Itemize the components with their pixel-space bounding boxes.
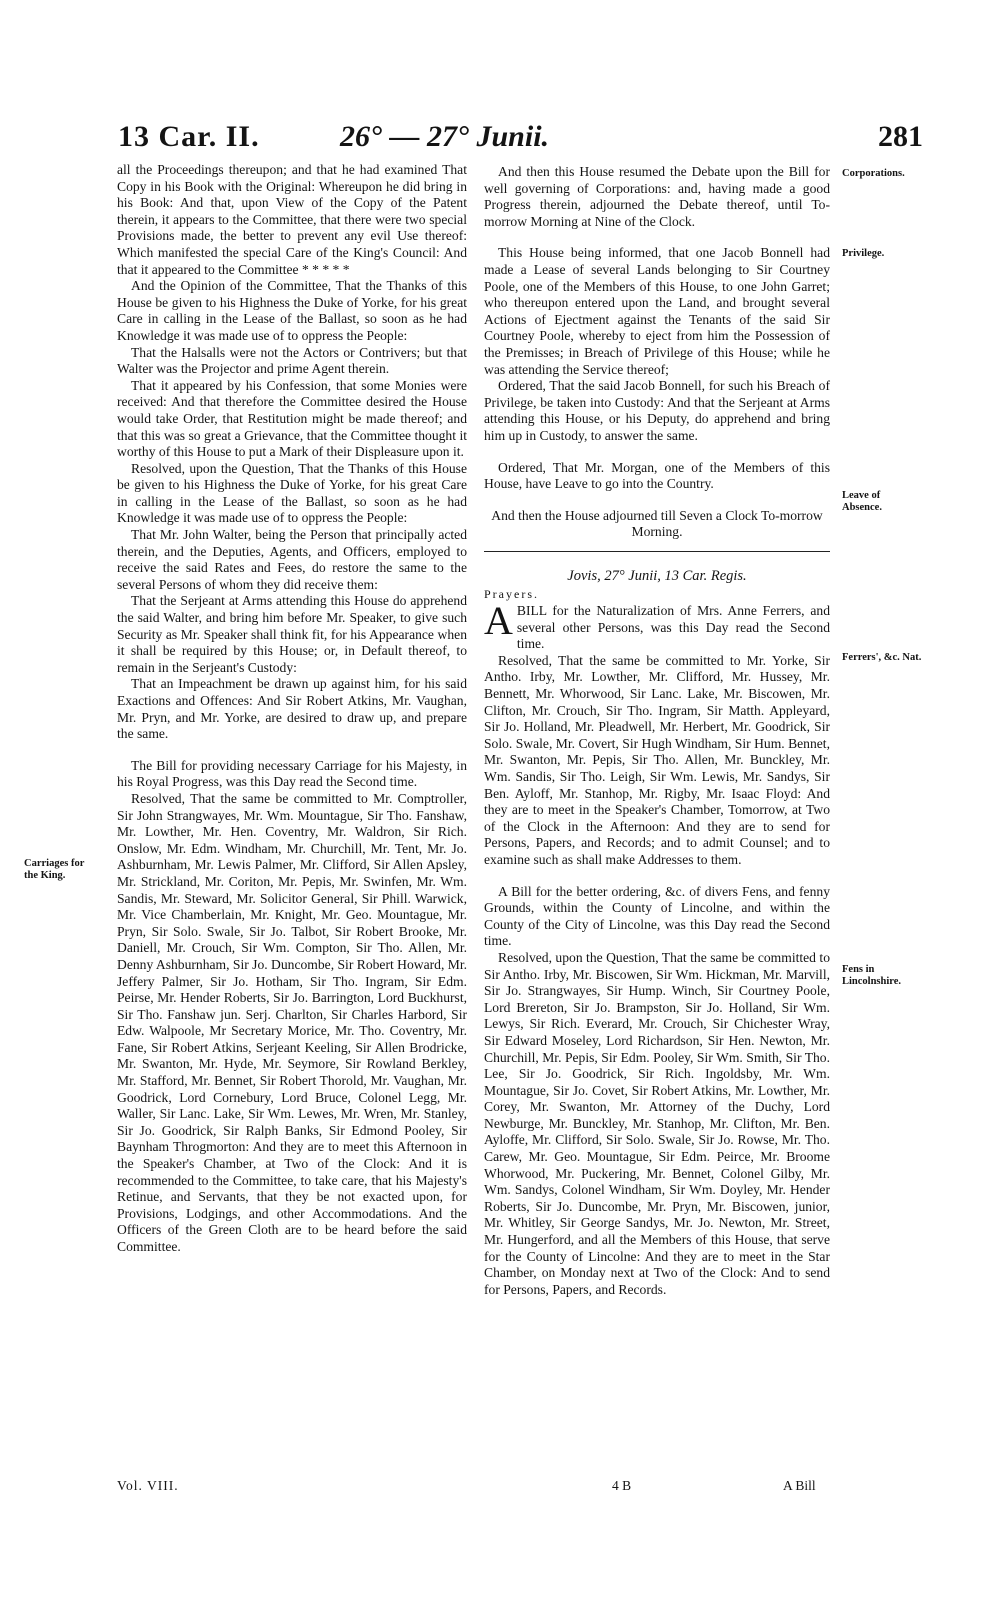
paragraph: That Mr. John Walter, being the Person that principally acted therein, and the Deputies, Agents, and Officers, employed to receive the said Rates and Fees, do restore the same to the several Persons of whom they did receive them: xyxy=(117,527,467,592)
paragraph: Resolved, That the same be committed to Mr. Yorke, Sir Antho. Irby, Mr. Lowther, Mr. Clifford, Mr. Hussey, Mr. Bennett, Mr. Whorwood, Sir Lanc. Lake, Mr. Biscowen, Mr. Clifton, Mr. Crouch, Sir Tho. Ingram, Sir Matth. Appleyard, Sir Jo. Holland, Mr. Pleadwell, Mr. Herbert, Mr. Goodrick, Sir Solo. Swale, Mr. Covert, Sir Hugh Windham, Sir Hum. Bennet, Mr. Swanton, Mr. Pepis, Sir Tho. Allen, Mr. Bunckley, Mr. Wm. Sandis, Sir Tho. Leigh, Sir Wm. Lewis, Mr. Sandys, Sir Ben. Ayloff, Mr. Stanhop, Mr. Rigby, Mr. Isaac Floyd: And they are to meet in the Speaker's Chamber, Tomorrow, at Two of the Clock in the Afternoon: And they are to send for Persons, Papers, and Records; and to admit Counsel; and to examine such as shall make Addresses to them. xyxy=(484,652,830,867)
paragraph-naturalization xyxy=(484,598,830,653)
header-dates: 26° — 27° Junii. xyxy=(340,120,550,153)
paragraph: Resolved, upon the Question, That the same be committed to Sir Antho. Irby, Mr. Biscowen, Sir Wm. Hickman, Mr. Marvill, Sir Jo. Strangwayes, Sir Hump. Winch, Sir Courtney Poole, Lord Brereton, Sir Jo. Brampston, Sir Jo. Holland, Sir Wm. Lewys, Sir Rich. Everard, Mr. Crouch, Sir Chichester Wray, Sir Edward Moseley, Lord Richardson, Sir Hen. Newton, Mr. Churchill, Mr. Pepis, Sir Edm. Pooley, Sir Wm. Smith, Sir Tho. Lee, Sir Jo. Goodrick, Sir Rich. Ingoldsby, Mr. Wm. Mountague, Sir Jo. Covet, Sir Robert Atkins, Mr. Lowther, Mr. Corey, Mr. Swanton, Mr. Attorney of the Duchy, Lord Newburge, Mr. Bunckley, Mr. Stanhop, Mr. Clifton, Mr. Ben. Ayloffe, Mr. Clifford, Sir Solo. Swale, Sir Jo. Rowse, Mr. Tho. Carew, Mr. Geo. Mountague, Sir Edm. Peirce, Mr. Broome Whorwood, Mr. Puckering, Mr. Bennet, Colonel Gilby, Mr. Wm. Sandys, Colonel Windham, Sir Wm. Doyley, Mr. Hender Roberts, Sir Jo. Duncombe, Mr. Pryn, Mr. Biscowen, junior, Mr. Whitley, Sir George Sandys, Mr. Jo. Newton, Mr. Street, Mr. Hungerford, and all the Members of this House, that serve for the County of Lincolne: And they are to meet in the Star Chamber, on Monday next at Two of the Clock: And to send for Persons, Papers, and Records. xyxy=(484,949,830,1297)
paragraph: That the Halsalls were not the Actors or Contrivers; but that Walter was the Projector and prime Agent therein. xyxy=(117,344,467,377)
margin-note-privilege: Privilege. xyxy=(842,248,885,259)
paragraph: That an Impeachment be drawn up against him, for his said Exactions and Offences: And Sir Robert Atkins, Mr. Vaughan, Mr. Pryn, and Mr. Yorke, are desired to draw up, and prepare the same. xyxy=(117,676,467,742)
paragraph-fens: A Bill for the better ordering, &c. of divers Fens, and fenny Grounds, within the County of Lincolne, and within the County of the City of Lincolne, was this Day read the Second time. xyxy=(484,883,830,949)
margin-note-carriages: Carriages for the King. xyxy=(24,858,85,881)
paragraph-corporations: And then this House resumed the Debate upon the Bill for well governing of Corporations: and, having made a good Progress therein, adjourned the Debate thereof, until To-morrow Morning at Nine of the Clock. xyxy=(484,164,830,229)
right-column xyxy=(484,164,830,1298)
header-regnal-year: 13 Car. II. xyxy=(118,120,260,153)
margin-note-leave: Leave of Absence. xyxy=(842,490,882,513)
drop-cap: A xyxy=(484,598,513,644)
sitting-date: Jovis, 27° Junii, 13 Car. Regis. xyxy=(567,567,747,584)
signature-mark: 4 B xyxy=(612,1478,632,1493)
paragraph-adjourned: And then the House adjourned till Seven a Clock To-morrow Morning. xyxy=(491,507,823,540)
paragraph-text: BILL for the Naturalization of Mrs. Anne Ferrers, and several other Persons, was this Day read the Second time. xyxy=(516,603,830,652)
paragraph: Resolved, That the same be committed to Mr. Comptroller, Sir John Strangwayes, Mr. Wm. Mountague, Sir Tho. Fanshaw, Mr. Lowther, Mr. Hen. Coventry, Mr. Waldron, Sir Rich. Onslow, Mr. Edm. Windham, Mr. Churchill, Mr. Tent, Mr. Jo. Ashburnham, Mr. Lewis Palmer, Mr. Clifford, Sir Allen Apsley, Mr. Strickland, Mr. Coriton, Mr. Pepis, Mr. Swinfen, Mr. Wm. Sandis, Mr. Steward, Mr. Solicitor General, Sir Phill. Warwick, Mr. Vice Chamberlain, Mr. Knight, Mr. Geo. Mountague, Mr. Pryn, Sir Solo. Swale, Sir Jo. Talbot, Sir Robert Brooke, Mr. Daniell, Mr. Crouch, Sir Wm. Compton, Sir Tho. Allen, Mr. Denny Ashburnham, Sir Jo. Duncombe, Sir Robert Howard, Mr. Jeffery Palmer, Sir Jo. Hotham, Sir Tho. Ingram, Sir Edm. Peirse, Mr. Hender Roberts, Sir Jo. Barrington, Lord Buckhurst, Sir Tho. Fanshaw jun. Serj. Charlton, Sir Charles Harbord, Sir Edw. Walpoole, Mr Secretary Morice, Mr. Tho. Coventry, Mr. Fane, Sir Robert Atkins, Serjeant Keeling, Sir Allen Brodricke, Mr. Swanton, Mr. Hyde, Mr. Seymore, Sir Rowland Berkley, Mr. Stafford, Mr. Bennet, Sir Robert Thorold, Mr. Vaughan, Mr. Goodrick, Lord Cornebury, Lord Bruce, Colonel Legg, Mr. Waller, Sir Lanc. Lake, Sir Wm. Lewes, Mr. Wren, Mr. Stanley, Sir Jo. Goodrick, Sir Ralph Banks, Sir Edmond Pooley, Sir Baynham Throgmorton: And they are to meet this Afternoon in the Speaker's Chamber, at Two of the Clock: And it is recommended to the Committee, to take care, that his Majesty's Retinue, and Servants, that they be not exacted upon, for Provisions, Lodgings, and other Accommodations. And the Officers of the Green Cloth are to be heard before the said Committee. xyxy=(117,790,468,1254)
margin-note-corporations: Corporations. xyxy=(842,168,905,179)
volume-label: Vol. VIII. xyxy=(117,1478,179,1493)
paragraph: all the Proceedings thereupon; and that he had examined That Copy in his Book with the Original: Whereupon he did bring in his Book: And that, upon View of the Copy of the Patent therein, it appears to the Committee, that there were two special Provisions made, the better to prevent any evil Use thereof: Which manifested the special Care of the King's Council: And that it appeared to the Committee * * * * * xyxy=(117,162,467,277)
paragraph: That the Serjeant at Arms attending this House do apprehend the said Walter, and bring him before Mr. Speaker, to give such Security as Mr. Speaker shall think fit, for his Appearance when it shall be required by this House; or, in Default thereof, to remain in the Serjeant's Custody: xyxy=(117,593,467,675)
paragraph: Ordered, That the said Jacob Bonnell, for such his Breach of Privilege, be taken into Custody: And that the Serjeant at Arms attending this House, or his Deputy, do apprehend and bring him up in Custody, to answer the same. xyxy=(484,378,830,443)
paragraph: Resolved, upon the Question, That the Thanks of this House be given to his Highness the Duke of Yorke, for his great Care in calling in the Lease of the Ballast, so soon as he had Knowledge it was made use of to oppress the People: xyxy=(117,460,467,526)
section-divider xyxy=(484,551,830,552)
paragraph-carriage-bill: The Bill for providing necessary Carriage for his Majesty, in his Royal Progress, was this Day read the Second time. xyxy=(117,757,467,790)
catchword: A Bill xyxy=(783,1478,816,1493)
paragraph: That it appeared by his Confession, that some Monies were received: And that therefore the Committee desired the House would take Order, that Restitution might be made thereof; and that this was so great a Grievance, that the Committee thought it worthy of this House to put a Mark of their Displeasure upon it. xyxy=(117,377,467,460)
paragraph-leave: Ordered, That Mr. Morgan, one of the Members of this House, have Leave to go into the Country. xyxy=(484,459,830,492)
prayers-heading: Prayers. xyxy=(484,587,539,602)
left-column xyxy=(117,162,467,1256)
page-number: 281 xyxy=(878,120,923,153)
paragraph: And the Opinion of the Committee, That the Thanks of this House be given to his Highness the Duke of Yorke, for his great Care in calling in the Lease of the Ballast, so soon as he had Knowledge it was made use of to oppress the People: xyxy=(117,278,467,343)
margin-note-ferrers: Ferrers', &c. Nat. xyxy=(842,652,922,663)
paragraph-privilege: This House being informed, that one Jacob Bonnell had made a Lease of several Lands belonging to Sir Courtney Poole, one of the Members of this House, to one John Garret; who thereupon entered upon the Land, and brought several Actions of Ejectment against the Tenants of the said Sir Courtney Poole, whereby to eject from him the Possession of the Premisses; in Breach of Privilege of this House; while he was attending the Service thereof; xyxy=(484,245,830,377)
margin-note-fens: Fens in Lincolnshire. xyxy=(842,964,902,987)
